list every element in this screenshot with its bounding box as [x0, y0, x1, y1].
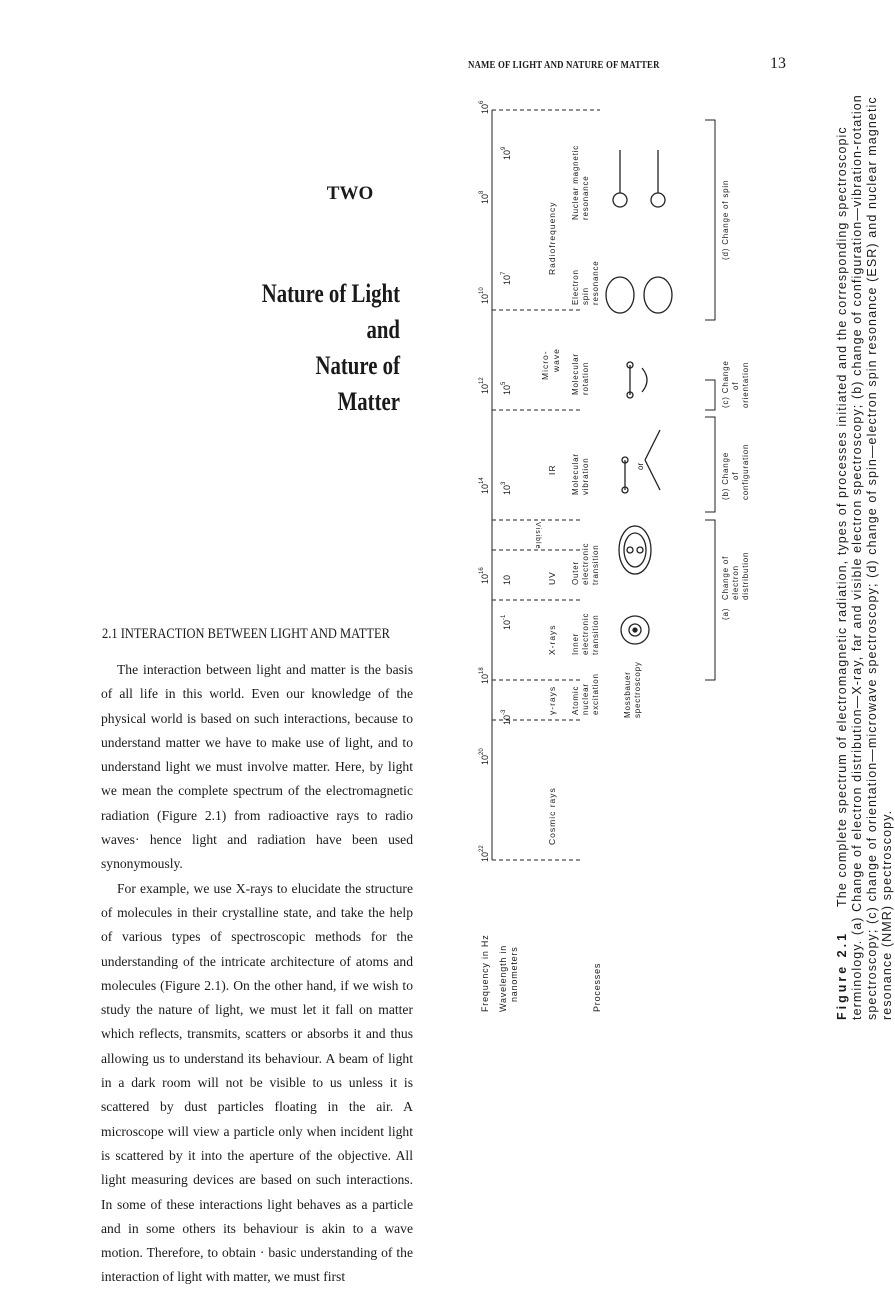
- freq-tick-12: $10^{12}$: [479, 377, 490, 394]
- category-bracket-b: [705, 417, 715, 512]
- paragraph: The interaction between light and matter is the basis of all life in this world. Even our knowledge of the physical world is based on such interactions, because to understand matter we have to make use of light, and to understand light we must involve matter. Here, by light we mean the complete spectrum of the electromagnetic radiation (Figure 2.1) from radioactive rays to radio waves· hence light and radiation have been used synonymously.: [101, 662, 413, 872]
- region-radiofrequency: Radiofrequency: [547, 201, 557, 275]
- category-brackets: [705, 120, 715, 680]
- process-illustrations: [606, 150, 672, 644]
- category-bracket-d: [705, 120, 715, 320]
- category-d-label: (d) Change of spin: [721, 179, 730, 260]
- process-molecular-vibration: Molecularvibration: [571, 453, 590, 495]
- rotation-arrow-icon: [642, 368, 647, 392]
- running-head: NAME OF LIGHT AND NATURE OF MATTER: [468, 60, 660, 71]
- spectrum-diagram: [460, 90, 780, 1020]
- outer-shell-icon: [637, 547, 643, 553]
- region-labels: [534, 201, 561, 845]
- figure-caption-text: The complete spectrum of electromagnetic radiation, types of processes initiated and the corresponding spectroscopic terminology. (a) Change of electron distribution—X-ray, far and visible electron spectroscopy; (b) change of configuration—vibration-rotation spectroscopy; (c) change of orientation—microwave spectroscopy; (d) change of spin—electron spin resonance (ESR) and nuclear magnetic resonance (NMR) spectroscopy.: [835, 94, 894, 1020]
- vibration-bent-icon: [645, 430, 660, 460]
- chapter-number: TWO: [326, 183, 374, 204]
- region-microwave-2: wave: [551, 348, 561, 372]
- process-outer-electronic: Outerelectronictransition: [571, 542, 600, 585]
- region-x-rays: X-rays: [547, 624, 557, 655]
- wavelength-row-label: Wavelength in: [498, 944, 508, 1012]
- freq-tick-18: $10^{18}$: [479, 667, 490, 684]
- process-molecular-rotation: Molecularrotation: [571, 353, 590, 395]
- region-microwave-1: Micro-: [540, 350, 550, 380]
- process-nmr: Nuclear magneticresonance: [571, 144, 590, 220]
- region-gamma-rays: γ-rays: [547, 685, 557, 715]
- category-labels: [721, 180, 750, 620]
- process-atomic-nuclear: Atomicnuclearexcitation: [571, 673, 600, 715]
- body-text: [101, 658, 413, 1290]
- nmr-nucleus-icon: [613, 193, 627, 207]
- process-labels: [571, 145, 600, 715]
- inner-shell-icon: [633, 628, 637, 632]
- region-uv: UV: [547, 571, 557, 585]
- freq-tick-20: $10^{20}$: [479, 748, 490, 765]
- wl-tick: $10^9$: [501, 146, 512, 160]
- process-electron-spin: Electronspinresonance: [571, 260, 600, 305]
- category-bracket-a: [705, 520, 715, 680]
- freq-tick-6: $10^6$: [479, 100, 490, 114]
- freq-tick-8: $10^8$: [479, 190, 490, 204]
- frequency-row-label: Frequency in Hz: [480, 934, 490, 1012]
- category-a-label: (a)Change ofelectrondistribution: [721, 551, 750, 620]
- nmr-nucleus-icon: [651, 193, 665, 207]
- esr-orbit-icon: [644, 277, 672, 313]
- freq-tick-22: $10^{22}$: [479, 845, 490, 862]
- process-inner-electronic: Innerelectronictransition: [571, 612, 600, 655]
- region-visible: Visible: [534, 522, 541, 550]
- chapter-title: [248, 276, 400, 420]
- region-ir: IR: [547, 464, 557, 475]
- processes-row-label: Processes: [592, 962, 602, 1012]
- chapter-title-line-1: Nature of Light and: [261, 279, 400, 344]
- section-heading: 2.1 INTERACTION BETWEEN LIGHT AND MATTER: [102, 626, 390, 642]
- esr-orbit-icon: [606, 277, 634, 313]
- wl-tick: $10^7$: [501, 271, 512, 285]
- wl-tick: 10: [502, 574, 512, 585]
- wl-tick: $10^3$: [501, 481, 512, 495]
- category-c-label: (c) Changeoforientation: [721, 360, 750, 408]
- wl-tick: $10^{-3}$: [501, 709, 512, 725]
- freq-tick-16: $10^{16}$: [479, 567, 490, 584]
- figure-caption-label: Figure 2.1: [835, 930, 849, 1020]
- chapter-title-line-2: Nature of Matter: [315, 351, 400, 416]
- spectrum-figure: [460, 90, 780, 1020]
- frequency-axis: [479, 100, 490, 862]
- figure-caption: [835, 90, 895, 1020]
- freq-tick-14: $10^{14}$: [479, 477, 490, 494]
- wavelength-axis: [501, 146, 512, 725]
- wl-tick: $10^5$: [501, 381, 512, 395]
- paragraph: For example, we use X-rays to elucidate the structure of molecules in their crystalline state, and take the help of various types of spectroscopic methods for the understanding of the intricate architecture of atoms and molecules (Figure 2.1). On the other hand, if we wish to study the nature of light, we must let it fall on matter which reflects, transmits, scatters or absorbs it and thus allowing us to understand its behaviour. A beam of light in a dark room will not be visible to us unless it is scattered by dust particles floating in the air. A microscope will view a particle only when incident light is scattered by it into the aperture of the objective. All light measuring devices are based on such interactions. In some of these interactions light behaves as a particle and in some others its behaviour is akin to a wave motion. Therefore, to obtain · basic understanding of the interaction of light with matter, we must first: [101, 880, 413, 1285]
- wl-tick: $10^{-1}$: [501, 614, 512, 630]
- freq-tick-10: $10^{10}$: [479, 287, 490, 304]
- wavelength-unit-label: nanometers: [509, 946, 519, 1002]
- mossbauer-label: Mossbauerspectroscopy: [623, 661, 642, 718]
- vibration-bent-icon: [645, 460, 660, 490]
- vibration-or-label: or: [636, 462, 645, 470]
- page-number: 13: [770, 55, 786, 72]
- category-b-label: (b) Changeofconfiguration: [721, 443, 750, 500]
- category-bracket-c: [705, 380, 715, 410]
- region-cosmic-rays: Cosmic rays: [547, 787, 557, 845]
- outer-shell-icon: [627, 547, 633, 553]
